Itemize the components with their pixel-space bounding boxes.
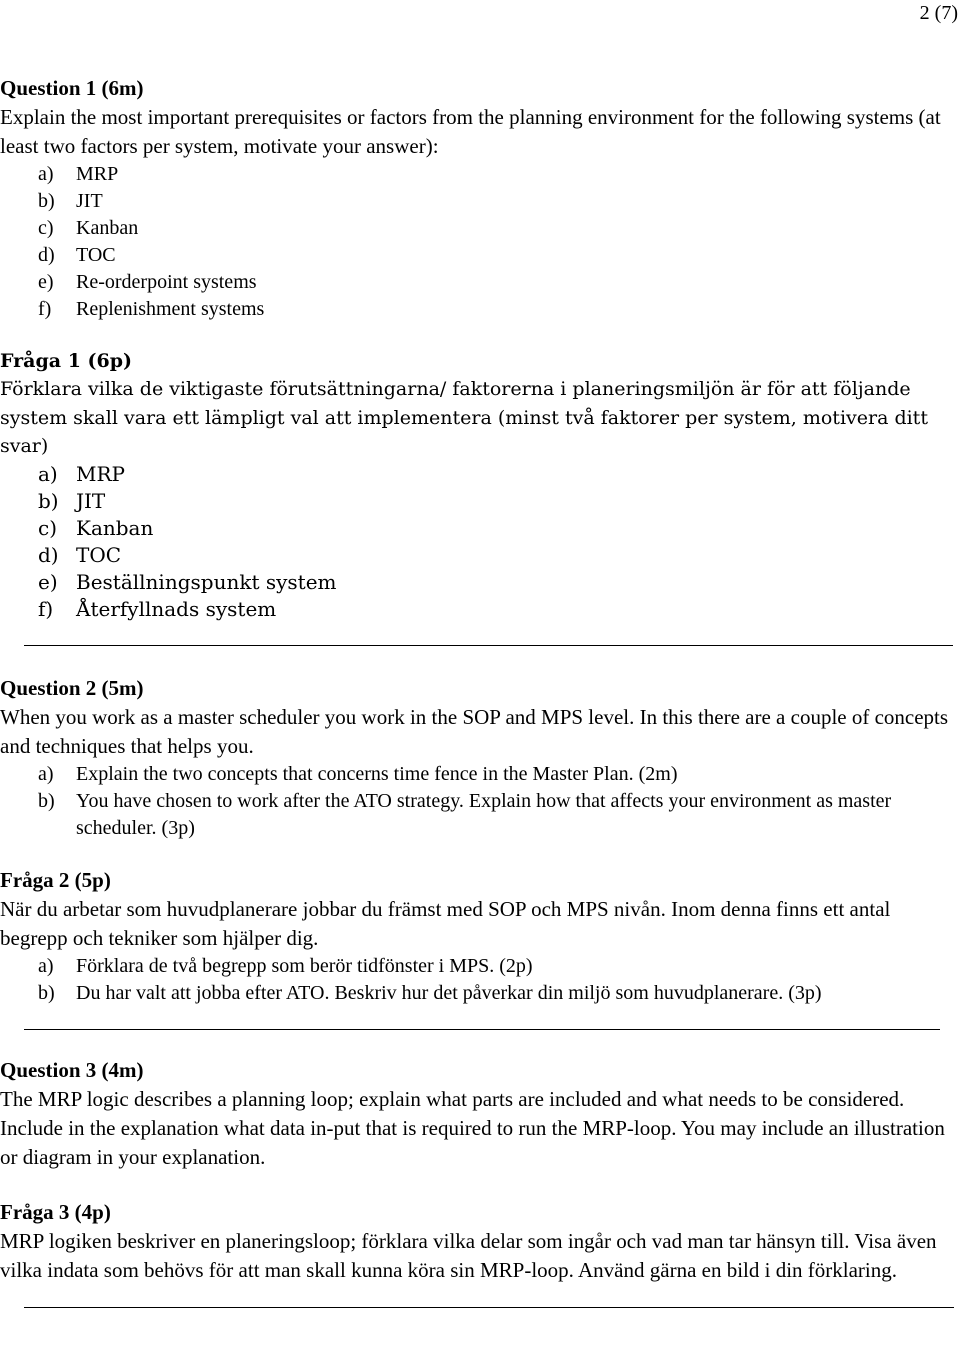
question-2-english <box>0 674 958 842</box>
fraga-3-title: Fråga 3 (4p) <box>0 1199 111 1224</box>
list-item: c) Kanban <box>38 217 139 239</box>
section-divider <box>24 645 953 646</box>
list-item: b) Du har valt att jobba efter ATO. Beskriv hur det påverkar din miljö som huvudplanerare. (3p) <box>38 981 822 1004</box>
question-3-english <box>0 1056 958 1172</box>
list-item: a) MRP <box>38 461 125 486</box>
fraga-2-text: När du arbetar som huvudplanerare jobbar du främst med SOP och MPS nivån. Inom denna finns ett antal begrepp och tekniker som hjälper dig. <box>0 896 891 950</box>
list-item: a) MRP <box>38 163 119 185</box>
list-item: b) You have chosen to work after the ATO strategy. Explain how that affects your environment as master scheduler. (3p) <box>38 789 892 839</box>
list-item: d) TOC <box>38 244 116 266</box>
list-item: e) Beställningspunkt system <box>38 569 337 594</box>
fraga-1-title: Fråga 1 (6p) <box>0 350 133 372</box>
fraga-3-text: MRP logiken beskriver en planeringsloop; förklara vilka delar som ingår och vad man tar hänsyn till. Visa även vilka indata som behövs för att man skall kunna köra sin MRP-loop. Använd gärna en bild i din förklaring. <box>0 1228 937 1282</box>
page-number: 2 (7) <box>919 2 958 24</box>
list-item: f) Replenishment systems <box>38 298 265 320</box>
question-3-title: Question 3 (4m) <box>0 1057 144 1082</box>
list-item: f) Återfyllnads system <box>38 596 277 621</box>
question-1-title: Question 1 (6m) <box>0 76 144 100</box>
question-3-swedish <box>0 1198 958 1285</box>
list-item: e) Re-orderpoint systems <box>38 271 257 293</box>
fraga-1-text: Förklara vilka de viktigaste förutsättningarna/ faktorerna i planeringsmiljön är för att följande system skall vara ett lämpligt val att implementera (minst två faktorer per system, motivera ditt svar) <box>0 378 928 457</box>
section-divider <box>24 1029 940 1030</box>
question-1-text: Explain the most important prerequisites or factors from the planning environment for the following systems (at least two factors per system, motivate your answer): <box>0 105 941 158</box>
exam-content <box>0 74 958 1308</box>
list-item: b) JIT <box>38 488 106 513</box>
question-3-text: The MRP logic describes a planning loop; explain what parts are included and what needs to be considered. Include in the explanation what data in-put that is required to run the MRP-loop. You may include an illustration or diagram in your explanation. <box>0 1086 945 1169</box>
question-1-swedish <box>0 347 958 623</box>
list-item: a) Förklara de två begrepp som berör tidfönster i MPS. (2p) <box>38 954 533 977</box>
question-1-english <box>0 74 958 323</box>
fraga-2-title: Fråga 2 (5p) <box>0 867 111 892</box>
question-1-list <box>0 161 958 323</box>
question-2-title: Question 2 (5m) <box>0 675 144 700</box>
question-2-text: When you work as a master scheduler you work in the SOP and MPS level. In this there are a couple of concepts and techniques that helps you. <box>0 704 949 758</box>
list-item: d) TOC <box>38 542 122 567</box>
list-item: b) JIT <box>38 190 103 212</box>
section-divider <box>24 1307 954 1308</box>
question-2-swedish <box>0 866 958 1007</box>
question-2-list <box>0 761 958 842</box>
fraga-1-list <box>0 461 958 623</box>
fraga-2-list <box>0 953 958 1007</box>
list-item: a) Explain the two concepts that concerns time fence in the Master Plan. (2m) <box>38 762 678 785</box>
list-item: c) Kanban <box>38 515 154 540</box>
